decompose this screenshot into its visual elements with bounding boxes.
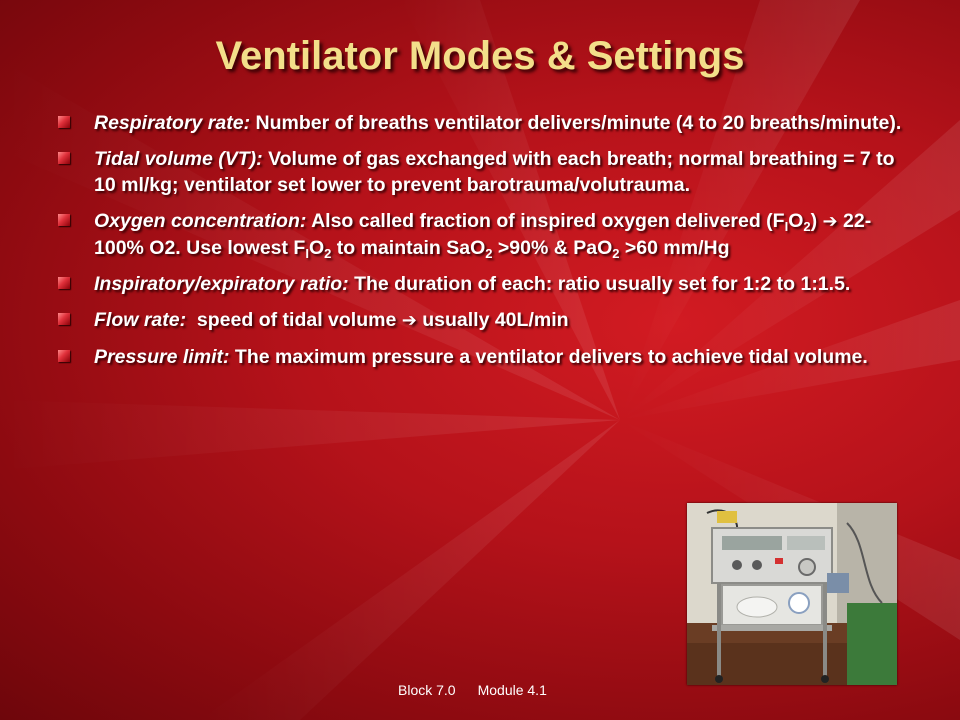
subscript: I xyxy=(305,246,309,261)
square-bullet-icon xyxy=(58,214,70,226)
bullet-pressure-limit xyxy=(58,344,906,370)
footer-block: Block 7.0 xyxy=(398,682,456,698)
bullet-text: speed of tidal volume xyxy=(186,309,402,331)
bullet-text: O xyxy=(788,210,804,232)
bullet-lead: Flow rate: xyxy=(94,309,187,331)
bullet-lead: Oxygen concentration: xyxy=(94,210,307,232)
bullet-text: Also called fraction of inspired oxygen delivered (F xyxy=(306,210,785,232)
square-bullet-icon xyxy=(58,350,70,362)
bullet-ie-ratio xyxy=(58,271,906,297)
arrow-right-icon: ➔ xyxy=(822,211,838,232)
bullet-lead: Respiratory rate: xyxy=(94,112,251,134)
ventilator-machine-photo-icon xyxy=(687,503,897,685)
bullet-tidal-volume xyxy=(58,146,906,198)
subscript: 2 xyxy=(324,246,332,261)
square-bullet-icon xyxy=(58,116,70,128)
square-bullet-icon xyxy=(58,152,70,164)
square-bullet-icon xyxy=(58,277,70,289)
bullet-respiratory-rate xyxy=(58,110,906,136)
bullet-oxygen-concentration xyxy=(58,208,906,261)
bullet-list xyxy=(58,110,906,380)
slide-footer xyxy=(398,682,569,698)
subscript: 2 xyxy=(803,219,811,234)
bullet-text: The maximum pressure a ventilator delivers to achieve tidal volume. xyxy=(229,346,868,368)
bullet-lead: Pressure limit: xyxy=(94,346,230,368)
bullet-lead: Tidal volume (VT): xyxy=(94,148,263,170)
bullet-text: >60 mm/Hg xyxy=(619,237,730,259)
bullet-text: Number of breaths ventilator delivers/minute (4 to 20 breaths/minute). xyxy=(250,112,902,134)
arrow-right-icon: ➔ xyxy=(401,310,417,331)
bullet-text: to maintain SaO xyxy=(331,237,486,259)
bullet-lead: Inspiratory/expiratory ratio: xyxy=(94,273,349,295)
subscript: I xyxy=(784,219,789,234)
footer-module: Module 4.1 xyxy=(477,682,547,698)
bullet-text: O xyxy=(308,237,325,259)
bullet-flow-rate xyxy=(58,307,906,334)
square-bullet-icon xyxy=(58,313,70,325)
bullet-text: Volume of gas exchanged with each breath; normal breathing = 7 to 10 ml/kg; ventilator set lower to prevent barotrauma/volutrauma. xyxy=(94,148,895,196)
subscript: 2 xyxy=(612,246,620,261)
bullet-text: usually 40L/min xyxy=(416,309,569,331)
subscript: 2 xyxy=(485,246,493,261)
slide-title: Ventilator Modes & Settings xyxy=(215,34,745,78)
bullet-text: >90% & PaO xyxy=(492,237,613,259)
bullet-text: ) xyxy=(810,210,823,232)
bullet-text: 22-100% O2. Use lowest F xyxy=(94,210,872,259)
bullet-text: The duration of each: ratio usually set for 1:2 to 1:1.5. xyxy=(348,273,851,295)
ventilator-photo xyxy=(687,503,897,685)
